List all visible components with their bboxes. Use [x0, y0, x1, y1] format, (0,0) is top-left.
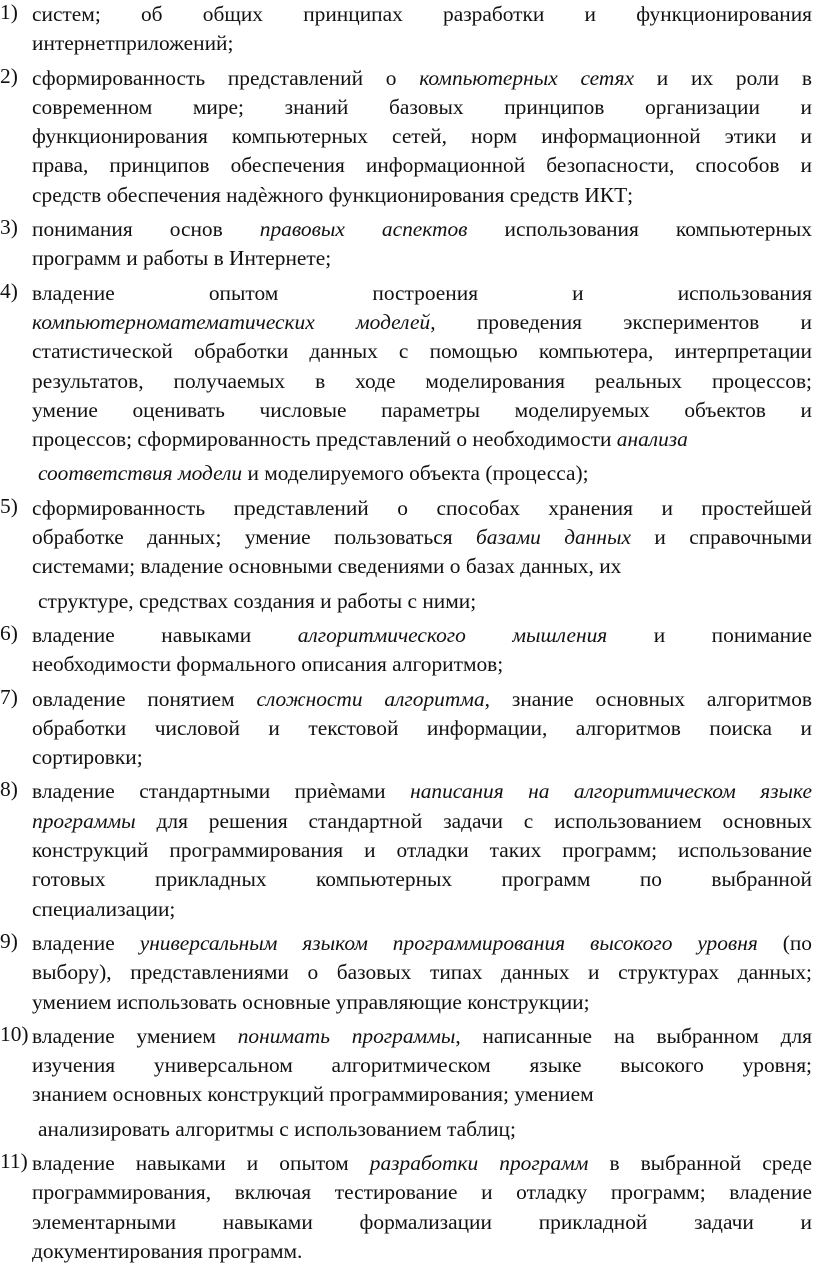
emphasized-text: сложности алгоритма — [256, 686, 485, 711]
text-line — [32, 0, 812, 29]
text-line — [32, 215, 812, 244]
emphasized-text: анализа — [616, 427, 688, 452]
text-line — [32, 494, 812, 523]
text-segment: владение — [32, 930, 140, 955]
text-segment: для решения стандартной задачи с использованием основных — [135, 808, 812, 833]
text-segment: функционирования компьютерных сетей, норм информационной этики и — [32, 124, 812, 149]
text-line — [32, 650, 812, 679]
text-segment: умением использовать основные управляющие конструкции; — [32, 989, 590, 1014]
text-line — [32, 425, 812, 454]
list-item-number: 9) — [0, 928, 18, 953]
text-segment: (по — [757, 930, 812, 955]
text-segment: сформированность представлений о — [32, 65, 420, 90]
text-line — [32, 743, 812, 772]
list-item-number: 2) — [0, 63, 18, 88]
emphasized-text: компьютерных сетях — [419, 65, 635, 90]
text-line — [32, 122, 812, 151]
text-line — [32, 621, 812, 650]
text-segment: понимания основ — [32, 217, 260, 242]
text-line — [32, 396, 812, 425]
list-item — [0, 685, 812, 773]
text-line — [32, 1080, 812, 1109]
text-segment: изучения универсальном алгоритмическом языке высокого уровня; — [32, 1053, 812, 1078]
text-segment: статистической обработки данных с помощью компьютера, интерпретации — [32, 339, 812, 364]
text-segment: использования компьютерных — [467, 217, 812, 242]
list-item — [0, 0, 812, 59]
text-line — [32, 958, 812, 987]
text-segment: документирования программ. — [32, 1238, 303, 1263]
text-line — [32, 1022, 812, 1051]
text-line — [32, 93, 812, 122]
text-segment: современном мире; знаний базовых принципов организации и — [32, 94, 812, 119]
text-segment: владение умением — [32, 1023, 238, 1048]
text-segment: результатов, получаемых в ходе моделирования реальных процессов; — [32, 368, 812, 393]
list-item-number: 8) — [0, 777, 18, 802]
text-segment: обработки числовой и текстовой информации, алгоритмов поиска и — [32, 715, 812, 740]
text-line — [32, 29, 812, 58]
text-segment: специализации; — [32, 896, 176, 921]
text-line — [32, 1208, 812, 1237]
text-line — [32, 367, 812, 396]
text-segment: и понимание — [607, 622, 812, 647]
text-segment: выбору), представлениями о базовых типах данных и структурах данных; — [32, 960, 812, 985]
text-segment: умение оценивать числовые параметры моделируемых объектов и — [32, 397, 812, 422]
text-line — [32, 279, 812, 308]
emphasized-text: правовых аспектов — [259, 217, 468, 242]
text-segment: конструкций программирования и отладки таких программ; использование — [32, 838, 812, 863]
text-segment: и моделируемого объекта (процесса); — [242, 461, 589, 486]
text-line — [32, 1051, 812, 1080]
list-item-number: 5) — [0, 493, 18, 518]
text-segment: владение навыками и опытом — [32, 1150, 370, 1175]
text-line — [32, 836, 812, 865]
text-line — [32, 929, 812, 958]
text-segment: , знание основных алгоритмов — [484, 686, 813, 711]
list-item — [0, 929, 812, 1017]
emphasized-text: разработки программ — [369, 1150, 589, 1175]
text-segment: системами; владение основными сведениями о базах данных, их — [32, 554, 622, 579]
text-segment: программирования, включая тестирование и отладку программ; владение — [32, 1180, 812, 1205]
text-line — [32, 865, 812, 894]
text-line — [32, 523, 812, 552]
list-item — [0, 64, 812, 210]
text-line — [32, 151, 812, 180]
text-segment: элементарными навыками формализации прикладной задачи и — [32, 1209, 812, 1234]
text-segment: структуре, средствах создания и работы с ними; — [38, 588, 477, 613]
text-line — [32, 777, 812, 806]
text-segment: в выбранной среде — [588, 1150, 812, 1175]
text-line — [32, 1178, 812, 1207]
text-line — [32, 1115, 812, 1144]
text-line — [32, 308, 812, 337]
text-line — [32, 587, 812, 616]
emphasized-text: алгоритмического мышления — [297, 622, 608, 647]
text-segment: владение стандартными приѐмами — [32, 779, 411, 804]
text-line — [32, 988, 812, 1017]
text-segment: и их роли в — [634, 65, 812, 90]
emphasized-text: понимать программы — [237, 1023, 456, 1048]
list-item-number: 3) — [0, 215, 18, 240]
text-segment: сформированность представлений о способах хранения и простейшей — [32, 495, 812, 520]
text-segment: систем; об общих принципах разработки и функционирования — [32, 2, 812, 26]
list-item-number: 1) — [0, 0, 18, 24]
list-item — [0, 215, 812, 274]
text-segment: , проведения экспериментов и — [430, 309, 812, 334]
text-segment: и справочными — [630, 525, 812, 550]
list-item — [0, 494, 812, 616]
text-line — [32, 552, 812, 581]
list-item — [0, 1149, 812, 1266]
text-line — [32, 337, 812, 366]
emphasized-text: компьютерноматематических моделей — [32, 309, 431, 334]
list-item-number: 4) — [0, 278, 18, 303]
text-segment: готовых прикладных компьютерных программ по выбранной — [32, 867, 812, 892]
text-segment: необходимости формального описания алгоритмов; — [32, 652, 504, 677]
text-line — [32, 1237, 812, 1266]
text-segment: , написанные на выбранном для — [455, 1023, 812, 1048]
list-item-number: 11) — [0, 1148, 28, 1173]
text-segment: процессов; сформированность представлений о необходимости — [32, 427, 617, 452]
list-item — [0, 1022, 812, 1144]
list-item-number: 7) — [0, 684, 18, 709]
list-item-number: 10) — [0, 1021, 29, 1046]
text-segment: интернетприложений; — [32, 31, 234, 56]
list-item-number: 6) — [0, 620, 18, 645]
text-segment: владение опытом построения и использования — [32, 280, 812, 305]
text-line — [32, 1149, 812, 1178]
emphasized-text: универсальным языком программирования высокого уровня — [139, 930, 758, 955]
text-line — [32, 807, 812, 836]
text-line — [32, 64, 812, 93]
text-line — [32, 714, 812, 743]
emphasized-text: написания на алгоритмическом языке — [410, 779, 813, 804]
list-item — [0, 279, 812, 489]
text-segment: права, принципов обеспечения информационной безопасности, способов и — [32, 153, 812, 178]
list-item — [0, 621, 812, 680]
text-line — [32, 244, 812, 273]
list-item — [0, 777, 812, 923]
text-line — [32, 181, 812, 210]
text-segment: сортировки; — [32, 745, 143, 770]
text-segment: обработке данных; умение пользоваться — [32, 525, 476, 550]
emphasized-text: соответствия модели — [38, 461, 243, 486]
text-segment: программ и работы в Интернете; — [32, 246, 332, 271]
text-line — [32, 459, 812, 488]
text-segment: знанием основных конструкций программирования; умением — [32, 1082, 594, 1107]
text-line — [32, 895, 812, 924]
text-segment: анализировать алгоритмы с использованием таблиц; — [38, 1116, 516, 1141]
emphasized-text: программы — [32, 808, 136, 833]
text-line — [32, 685, 812, 714]
text-segment: владение навыками — [32, 622, 298, 647]
text-segment: средств обеспечения надѐжного функционирования средств ИКТ; — [32, 182, 634, 207]
emphasized-text: базами данных — [475, 525, 631, 550]
text-segment: овладение понятием — [32, 686, 257, 711]
